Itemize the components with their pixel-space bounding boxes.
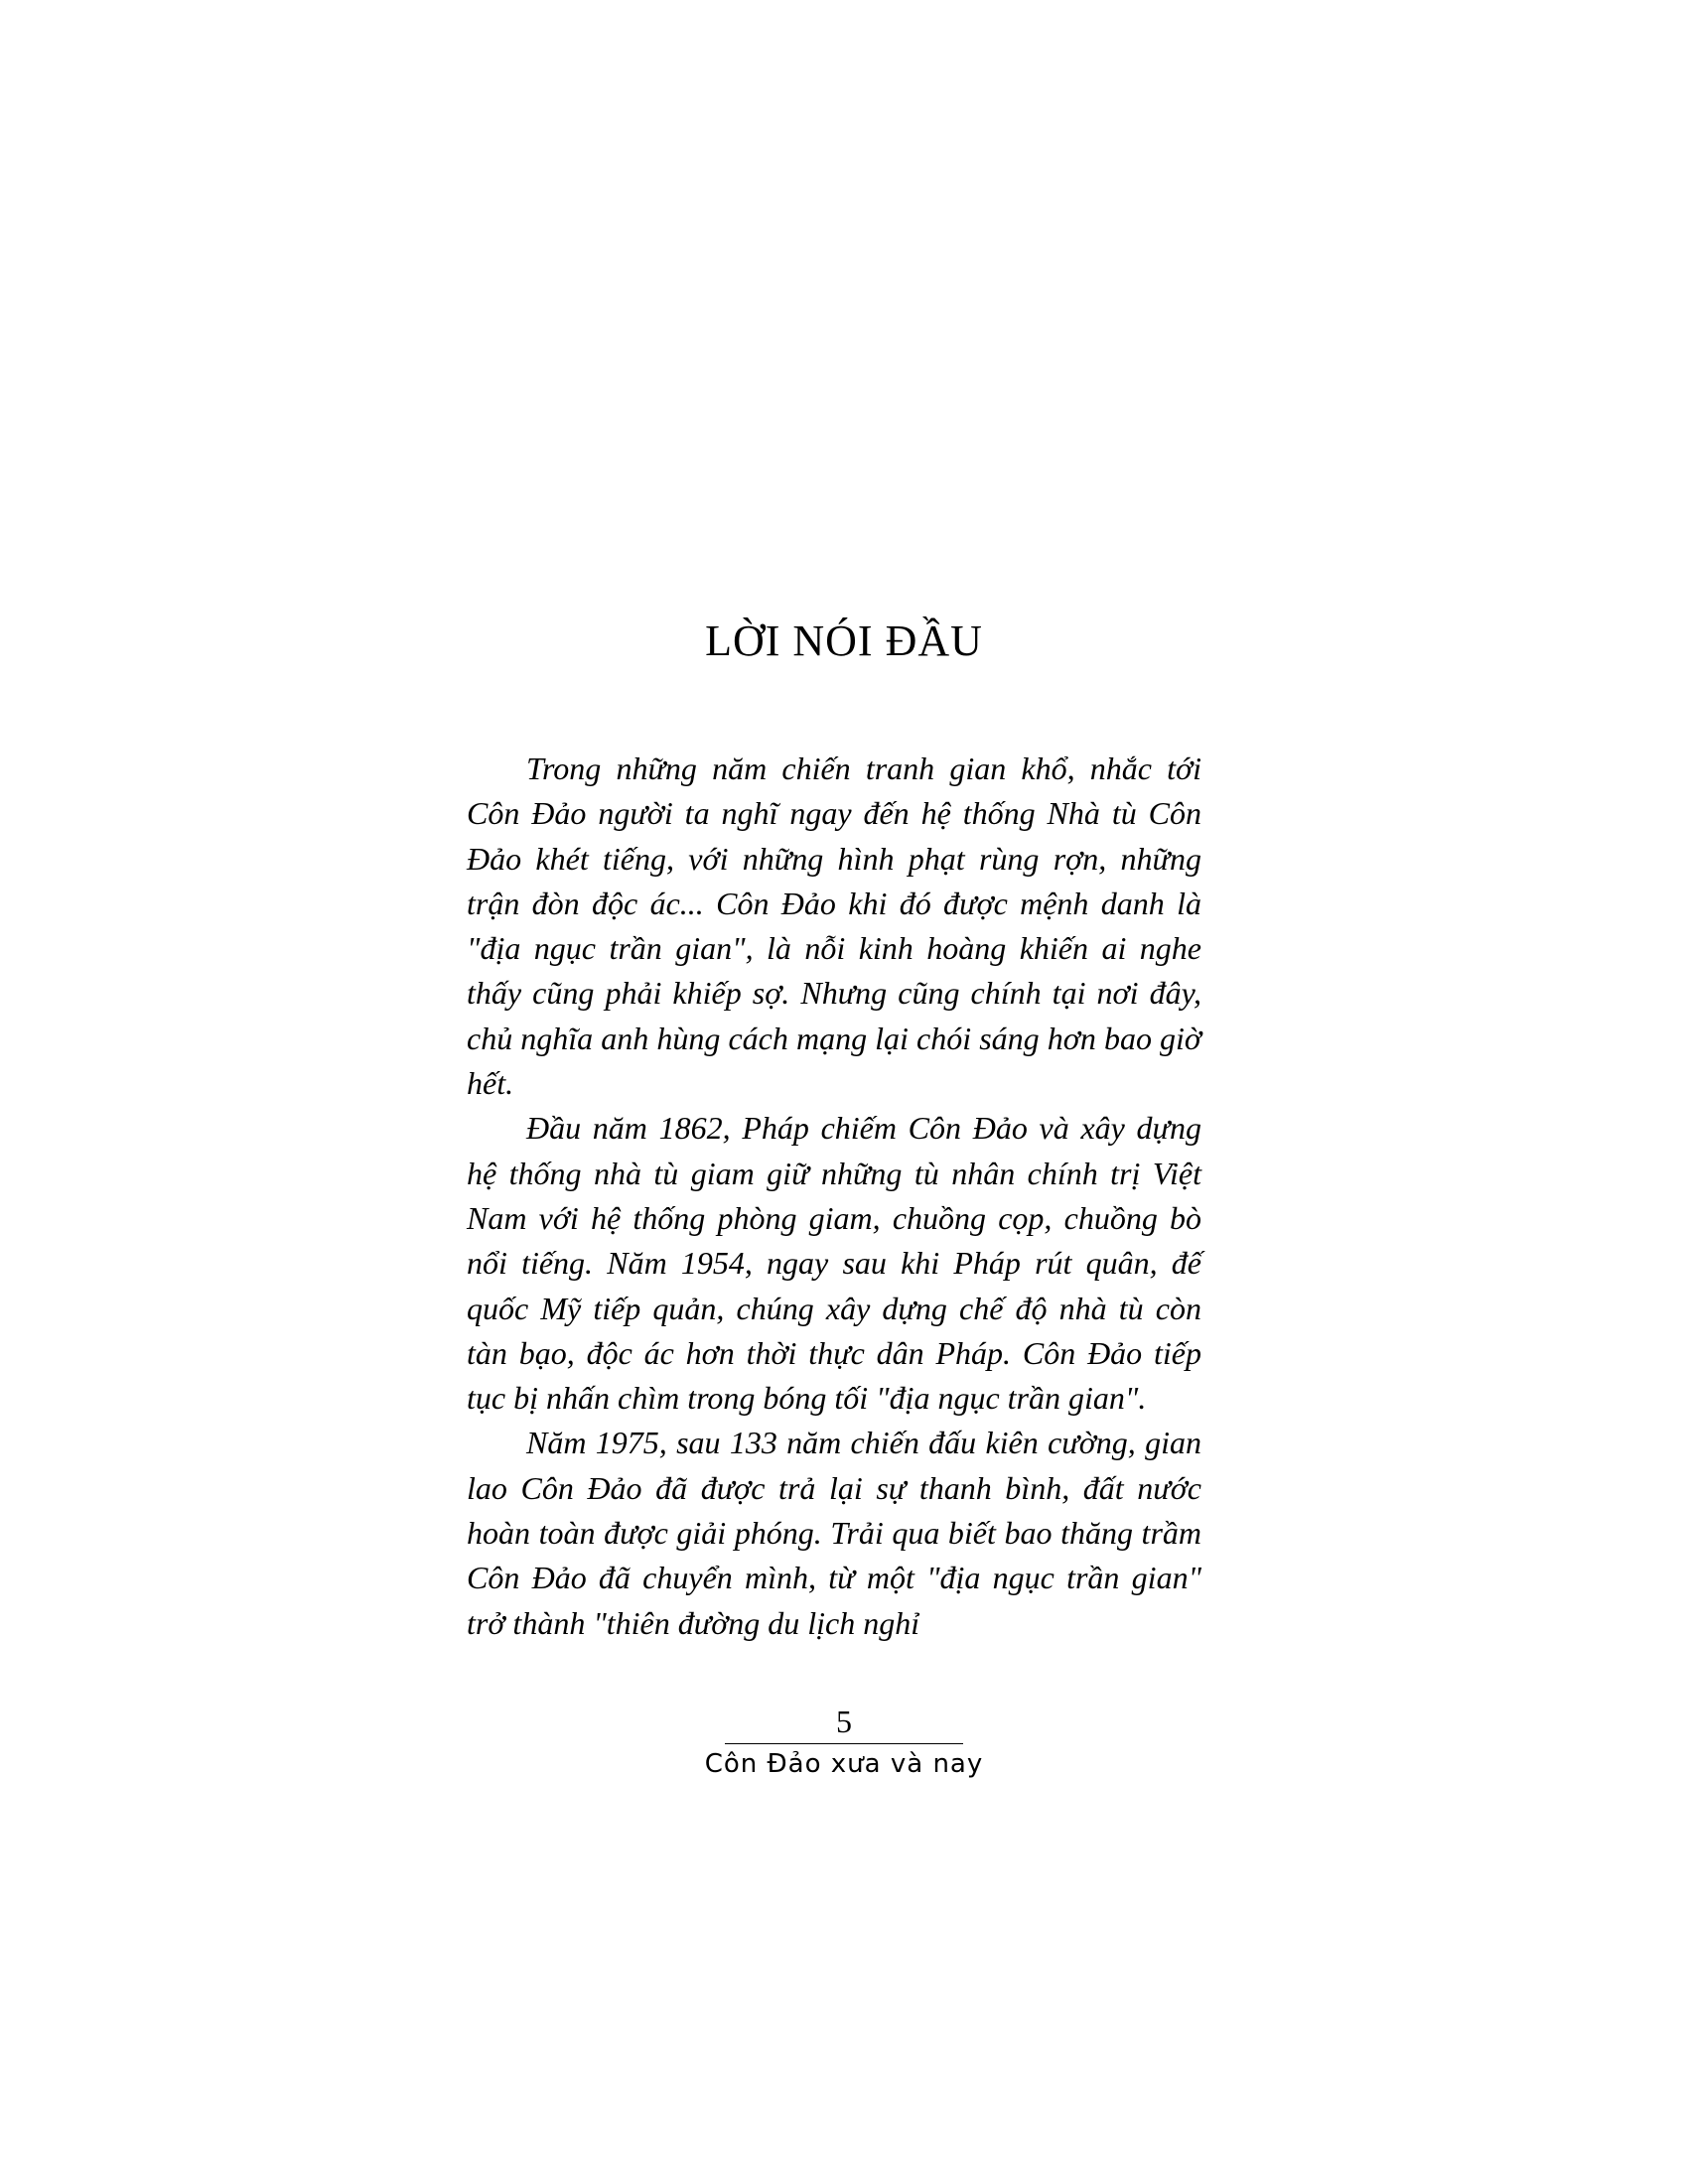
page-footer: [0, 1700, 1688, 1784]
running-title: Côn Đảo xưa và nay: [704, 1749, 984, 1779]
body-text: [467, 747, 1201, 1646]
paragraph-1: Trong những năm chiến tranh gian khổ, nhắc tới Côn Đảo người ta nghĩ ngay đến hệ thống Nhà tù Côn Đảo khét tiếng, với những hình phạt rùng rợn, những trận đòn độc ác... Côn Đảo khi đó được mệnh danh là "địa ngục trần gian", là nỗi kinh hoàng khiến ai nghe thấy cũng phải khiếp sợ. Nhưng cũng chính tại nơi đây, chủ nghĩa anh hùng cách mạng lại chói sáng hơn bao giờ hết.: [467, 751, 1201, 1102]
paragraph-2: Đầu năm 1862, Pháp chiếm Côn Đảo và xây dựng hệ thống nhà tù giam giữ những tù nhân chính trị Việt Nam với hệ thống phòng giam, chuồng cọp, chuồng bò nổi tiếng. Năm 1954, ngay sau khi Pháp rút quân, đế quốc Mỹ tiếp quản, chúng xây dựng chế độ nhà tù còn tàn bạo, độc ác hơn thời thực dân Pháp. Côn Đảo tiếp tục bị nhấn chìm trong bóng tối "địa ngục trần gian".: [467, 1110, 1201, 1417]
paragraph-3: Năm 1975, sau 133 năm chiến đấu kiên cường, gian lao Côn Đảo đã được trả lại sự thanh bình, đất nước hoàn toàn được giải phóng. Trải qua biết bao thăng trầm Côn Đảo đã chuyển mình, từ một "địa ngục trần gian" trở thành "thiên đường du lịch nghỉ: [467, 1425, 1201, 1641]
page-number: 5: [836, 1704, 852, 1739]
chapter-title: LỜI NÓI ĐẦU: [705, 616, 983, 665]
